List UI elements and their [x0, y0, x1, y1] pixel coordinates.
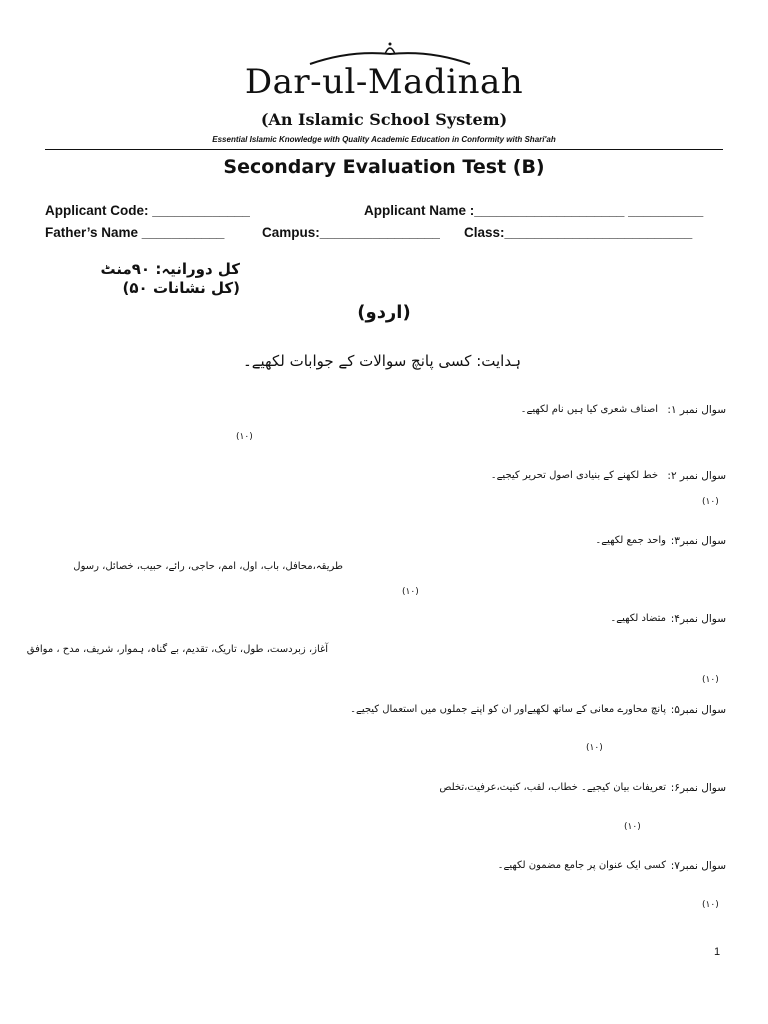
question-label: سوال نمبر۳:: [670, 535, 726, 547]
question-label: سوال نمبر۶:: [670, 782, 726, 794]
question-marks: (۱۰): [702, 900, 719, 910]
class-field: Class:_________________________: [464, 225, 693, 240]
question-text: کسی ایک عنوان پر جامع مضمون لکھیے۔: [497, 860, 666, 871]
question-label: سوال نمبر ۲:: [667, 470, 726, 482]
question-text: خط لکھنے کے بنیادی اصول تحریر کیجیے۔: [490, 470, 658, 481]
question-marks: (۱۰): [624, 822, 641, 832]
question-label: سوال نمبر ۱:: [667, 404, 726, 416]
question-subtext: آغاز، زبردست، طول، تاریک، تقدیم، بے گناہ، ہموار، شریف، مدح ، موافق: [26, 644, 328, 655]
instructions: ہدایت: کسی پانچ سوالات کے جوابات لکھیے۔: [242, 352, 521, 370]
question-text: واحد جمع لکھیے۔: [595, 535, 666, 546]
total-duration: کل دورانیہ: ۹۰منٹ: [100, 260, 240, 278]
question-text: متضاد لکھیے۔: [610, 613, 666, 624]
school-subtitle: (An Islamic School System): [260, 110, 508, 129]
question-label: سوال نمبر۴:: [670, 613, 726, 625]
school-logo-text: Dar-ul-Madinah: [244, 62, 524, 102]
question-marks: (۱۰): [586, 743, 603, 753]
question-text: پانچ محاورے معانی کے ساتھ لکھیےاور ان کو اپنے جملوں میں استعمال کیجیے۔: [350, 704, 666, 715]
header-divider: [45, 149, 723, 150]
test-title: Secondary Evaluation Test (B): [223, 156, 545, 178]
question-label: سوال نمبر۵:: [670, 704, 726, 716]
question-text: اصناف شعری کیا ہیں نام لکھیے۔: [520, 404, 658, 415]
question-label: سوال نمبر۷:: [670, 860, 726, 872]
question-marks: (۱۰): [402, 587, 419, 597]
question-text: تعریفات بیان کیجیے۔ خطاب، لقب، کنیت،عرفیت،تخلص: [439, 782, 666, 793]
applicant-code-field: Applicant Code: _____________: [45, 203, 250, 218]
subject-title: (اردو): [357, 302, 411, 323]
question-marks: (۱۰): [702, 497, 719, 507]
applicant-name-field: Applicant Name :____________________ __________: [364, 203, 704, 218]
question-subtext: طریقہ،محافل، باب، اول، امم، حاجی، رائے، حبیب، خصائل، رسول: [73, 561, 343, 572]
question-marks: (۱۰): [702, 675, 719, 685]
fathers-name-field: Father’s Name ___________: [45, 225, 225, 240]
school-tagline: Essential Islamic Knowledge with Quality Academic Education in Conformity with Shari'ah: [212, 135, 556, 144]
campus-field: Campus:________________: [262, 225, 440, 240]
page-number: 1: [714, 946, 721, 958]
total-marks: (کل نشانات ۵۰): [122, 279, 240, 297]
question-marks: (۱۰): [236, 432, 253, 442]
